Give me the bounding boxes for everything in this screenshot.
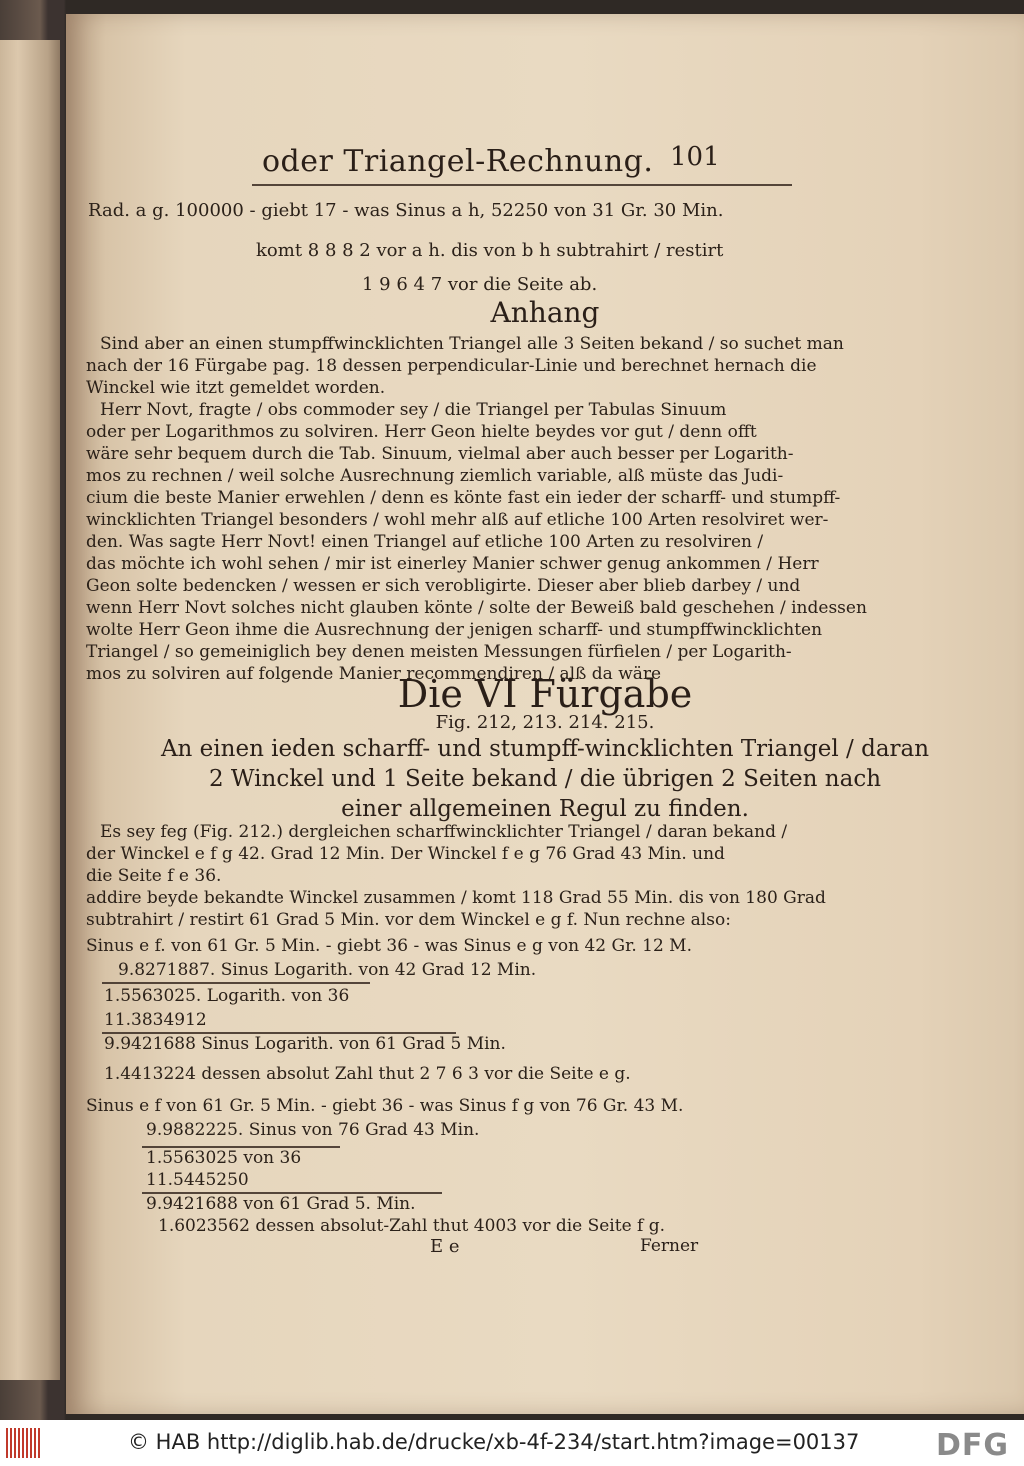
text-line: wäre sehr bequem durch die Tab. Sinuum, vielmal aber auch besser per Logarith- — [86, 444, 794, 464]
text-line: oder per Logarithmos zu solviren. Herr Geon hielte beydes vor gut / denn offt — [86, 422, 757, 442]
result-line: 1.6023562 dessen absolut-Zahl thut 4003 vor die Seite f g. — [158, 1216, 666, 1236]
book-page — [66, 14, 1024, 1414]
text-line: Geon solte bedencken / wessen er sich verobligirte. Dieser aber blieb darbey / und — [86, 576, 801, 596]
text-line: cium die beste Manier erwehlen / denn es könte fast ein ieder der scharff- und stumpff- — [86, 488, 841, 508]
text-line: Herr Novt, fragte / obs commoder sey / die Triangel per Tabulas Sinuum — [100, 400, 727, 420]
catchword: Ferner — [640, 1236, 699, 1256]
text-line: komt 8 8 8 2 vor a h. dis von b h subtrahirt / restirt — [256, 240, 724, 261]
text-line: subtrahirt / restirt 61 Grad 5 Min. vor dem Winckel e g f. Nun rechne also: — [86, 910, 731, 930]
section-heading-fuergabe: Die VI Fürgabe — [397, 672, 693, 716]
problem-title-line: einer allgemeinen Regul zu finden. — [341, 796, 749, 822]
dfg-logo: DFG — [936, 1428, 1010, 1463]
facing-page-edge — [0, 40, 60, 1380]
calc-line: 9.8271887. Sinus Logarith. von 42 Grad 12 Min. — [118, 960, 537, 980]
calc-line: 9.9882225. Sinus von 76 Grad 43 Min. — [146, 1120, 480, 1140]
figure-reference: Fig. 212, 213. 214. 215. — [435, 712, 655, 733]
text-line: addire beyde bekandte Winckel zusammen / komt 118 Grad 55 Min. dis von 180 Grad — [86, 888, 826, 908]
text-line: Winckel wie itzt gemeldet worden. — [86, 378, 386, 398]
copyright-link[interactable]: © HAB http://diglib.hab.de/drucke/xb-4f-234/start.htm?image=00137 — [128, 1430, 860, 1454]
library-stamp-icon — [6, 1428, 40, 1458]
calc-rule — [102, 982, 370, 984]
text-line: wenn Herr Novt solches nicht glauben könte / solte der Beweiß bald geschehen / indessen — [86, 598, 867, 618]
text-line: das möchte ich wohl sehen / mir ist einerley Manier schwer genug ankommen / Herr — [86, 554, 819, 574]
page-number: 101 — [670, 142, 720, 172]
text-line: der Winckel e f g 42. Grad 12 Min. Der Winckel f e g 76 Grad 43 Min. und — [86, 844, 725, 864]
calc-line: 9.9421688 Sinus Logarith. von 61 Grad 5 Min. — [104, 1034, 506, 1054]
calc-line: 11.3834912 — [104, 1010, 207, 1030]
text-line: mos zu rechnen / weil solche Ausrechnung ziemlich variable, alß müste das Judi- — [86, 466, 784, 486]
text-line: wolte Herr Geon ihme die Ausrechnung der jenigen scharff- und stumpffwincklichten — [86, 620, 823, 640]
text-line: Sind aber an einen stumpffwincklichten Triangel alle 3 Seiten bekand / so suchet man — [100, 334, 844, 354]
running-head: oder Triangel-Rechnung. — [262, 144, 654, 179]
text-line: Triangel / so gemeiniglich bey denen meisten Messungen fürfielen / per Logarith- — [86, 642, 792, 662]
calc-line: 1.5563025. Logarith. von 36 — [104, 986, 350, 1006]
text-line: Rad. a g. 100000 - giebt 17 - was Sinus a h, 52250 von 31 Gr. 30 Min. — [88, 200, 724, 221]
proportion-line: Sinus e f. von 61 Gr. 5 Min. - giebt 36 - was Sinus e g von 42 Gr. 12 M. — [86, 936, 692, 956]
text-line: 1 9 6 4 7 vor die Seite ab. — [362, 274, 598, 295]
text-line: nach der 16 Fürgabe pag. 18 dessen perpendicular-Linie und berechnet hernach die — [86, 356, 817, 376]
text-line: den. Was sagte Herr Novt! einen Triangel auf etliche 100 Arten zu resolviren / — [86, 532, 764, 552]
calc-line: 9.9421688 von 61 Grad 5. Min. — [146, 1194, 416, 1214]
text-line: wincklichten Triangel besonders / wohl mehr alß auf etliche 100 Arten resolviret wer- — [86, 510, 829, 530]
text-line: mos zu solviren auf folgende Manier recommendiren / alß da wäre — [86, 664, 662, 684]
calc-line: 1.5563025 von 36 — [146, 1148, 302, 1168]
proportion-line: Sinus e f von 61 Gr. 5 Min. - giebt 36 - was Sinus f g von 76 Gr. 43 M. — [86, 1096, 684, 1116]
header-rule — [252, 184, 792, 186]
result-line: 1.4413224 dessen absolut Zahl thut 2 7 6 3 vor die Seite e g. — [104, 1064, 631, 1084]
section-heading-anhang: Anhang — [490, 296, 600, 329]
problem-title-line: An einen ieden scharff- und stumpff-wincklichten Triangel / daran — [160, 736, 930, 762]
problem-title-line: 2 Winckel und 1 Seite bekand / die übrigen 2 Seiten nach — [208, 766, 882, 792]
text-line: Es sey feg (Fig. 212.) dergleichen scharffwincklichter Triangel / daran bekand / — [100, 822, 788, 842]
signature-mark: E e — [430, 1236, 460, 1257]
text-line: die Seite f e 36. — [86, 866, 222, 886]
calc-line: 11.5445250 — [146, 1170, 249, 1190]
